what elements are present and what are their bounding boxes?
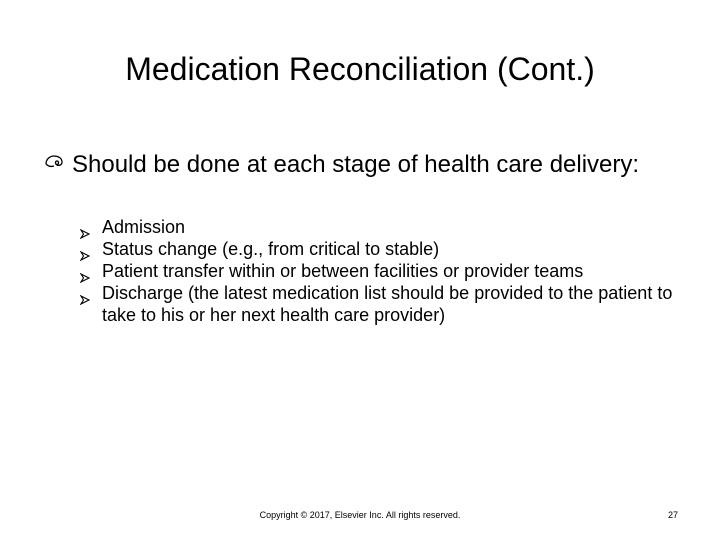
arrow-bullet-icon [80, 266, 90, 276]
page-number: 27 [667, 510, 678, 520]
sub-bullet-list [80, 216, 680, 326]
sub-bullet-text: Discharge (the latest medication list should be provided to the patient to take to his or her next health care provider) [102, 283, 673, 325]
sub-bullet-text: Admission [102, 217, 186, 237]
slide-title: Medication Reconciliation (Cont.) [125, 51, 595, 87]
arrow-bullet-icon [80, 288, 90, 298]
arrow-bullet-icon [80, 244, 90, 254]
sub-bullet-item [80, 282, 680, 326]
sub-bullet-item [80, 216, 680, 238]
main-bullet [44, 150, 664, 180]
sub-bullet-text: Status change (e.g., from critical to stable) [102, 239, 440, 259]
sub-bullet-text: Patient transfer within or between facilities or provider teams [102, 261, 584, 281]
copyright-footer: Copyright © 2017, Elsevier Inc. All rights reserved. [259, 510, 461, 520]
sub-bullet-item [80, 260, 680, 282]
arrow-bullet-icon [80, 222, 90, 232]
sub-bullet-item [80, 238, 680, 260]
main-bullet-text: Should be done at each stage of health care delivery: [72, 151, 640, 178]
scroll-icon [44, 153, 64, 169]
